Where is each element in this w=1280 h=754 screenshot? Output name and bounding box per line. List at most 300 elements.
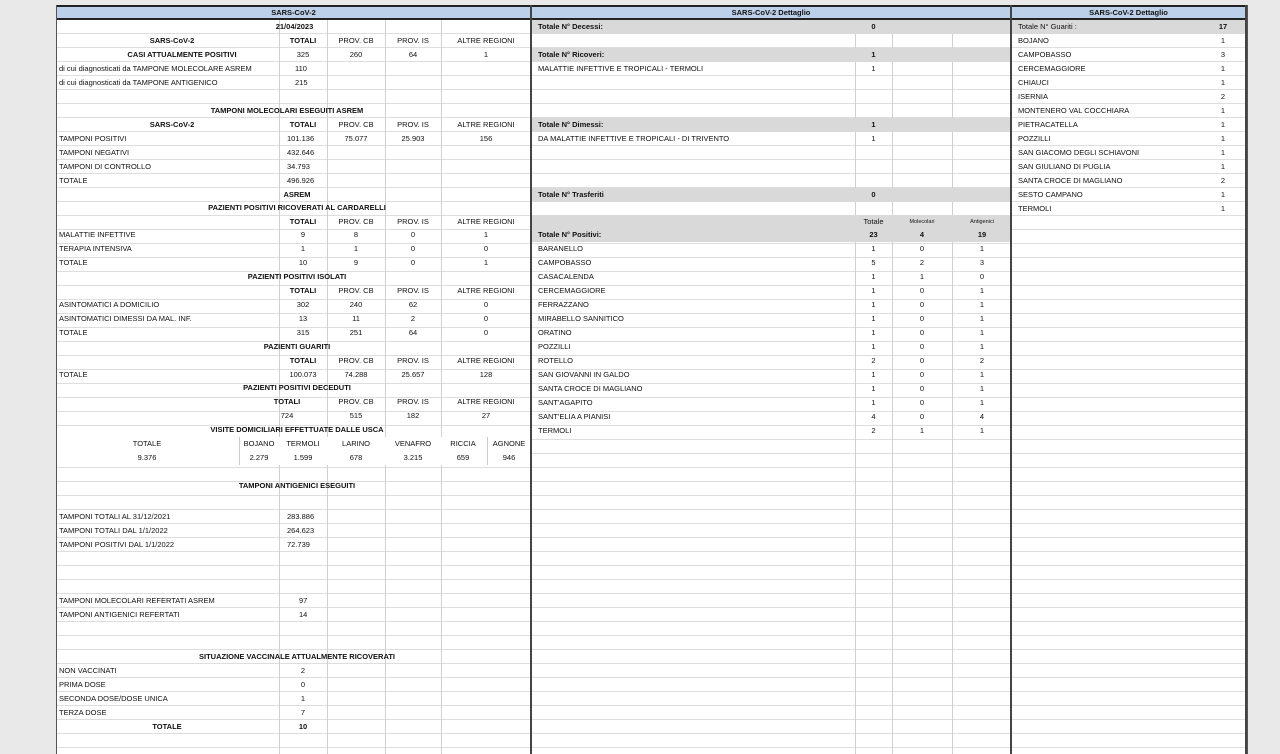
row-label: PIETRACATELLA — [1018, 120, 1078, 129]
table-row — [532, 242, 1010, 256]
table-row — [57, 76, 530, 90]
cell-value: 0 — [919, 244, 925, 253]
table-row — [532, 354, 1010, 368]
cell-value: 0 — [919, 412, 925, 421]
cell-value: 1 — [1220, 106, 1226, 115]
cell-value: 215 — [295, 78, 308, 87]
row-label: TOTALE — [59, 370, 88, 379]
cell-value: 0 — [410, 244, 416, 253]
cell-value: 1 — [871, 272, 876, 281]
row-label: TERZA DOSE — [59, 708, 107, 717]
cell-value: 2.279 — [249, 453, 269, 462]
row-label: SANT'ELIA A PIANISI — [538, 412, 611, 421]
cell-value: 5 — [871, 258, 876, 267]
cell-value: 4 — [919, 230, 925, 239]
row-label: MIRABELLO SANNITICO — [538, 314, 624, 323]
section-title: CASI ATTUALMENTE POSITIVI — [127, 50, 237, 59]
section-row — [57, 423, 530, 437]
table-row — [57, 664, 530, 678]
table-row — [57, 692, 530, 706]
cell-value: 1 — [1220, 120, 1226, 129]
trasferiti-row — [532, 188, 1010, 202]
cell-value: 2 — [919, 258, 925, 267]
cell-value: 0 — [300, 680, 306, 689]
row-label: MALATTIE INFETTIVE — [59, 230, 136, 239]
col-header: TERMOLI — [286, 439, 320, 448]
row-label: Totale N° Trasferiti — [538, 190, 604, 199]
cell-value: 1 — [979, 328, 985, 337]
table-row — [532, 382, 1010, 396]
col-header: TOTALI — [289, 217, 317, 226]
cell-value: 8 — [353, 230, 359, 239]
cell-value: 72.739 — [287, 540, 310, 549]
row-label: BARANELLO — [538, 244, 584, 253]
cell-value: 25.657 — [401, 370, 425, 379]
cell-value: 0 — [483, 300, 489, 309]
row-label: Totale N° Ricoveri: — [538, 50, 605, 59]
table-row — [57, 524, 530, 538]
cell-value: 9 — [300, 230, 306, 239]
row-label: TOTALE — [59, 176, 88, 185]
cell-value: 128 — [479, 370, 493, 379]
cell-value: 14 — [299, 610, 308, 619]
col-header: LARINO — [342, 439, 370, 448]
cell-value: 75.077 — [344, 134, 368, 143]
table-row — [57, 368, 530, 382]
cell-value: 325 — [296, 50, 310, 59]
cell-value: 0 — [410, 230, 416, 239]
col-header: RICCIA — [450, 439, 476, 448]
col-header: PROV. CB — [338, 120, 374, 129]
col-header: PROV. CB — [338, 356, 374, 365]
cell-value: 1 — [1220, 78, 1226, 87]
list-item — [1012, 174, 1245, 188]
section-title: ASREM — [283, 190, 311, 199]
cell-value: 0 — [979, 272, 985, 281]
section-title: PAZIENTI POSITIVI ISOLATI — [247, 272, 347, 281]
date-row — [57, 20, 530, 34]
row-label: PRIMA DOSE — [59, 680, 106, 689]
row-label: SANTA CROCE DI MAGLIANO — [538, 384, 643, 393]
row-label: TAMPONI TOTALI AL 31/12/2021 — [59, 512, 171, 521]
total-label: TOTALE — [152, 722, 182, 731]
section-row — [57, 104, 530, 118]
table-row — [57, 326, 530, 340]
col-header: BOJANO — [243, 439, 275, 448]
cell-value: 1 — [979, 314, 985, 323]
row-label: DA MALATTIE INFETTIVE E TROPICALI - DI TRIVENTO — [538, 134, 730, 143]
cell-value: 0 — [483, 314, 489, 323]
cell-value: 1 — [871, 370, 876, 379]
col-header: VENAFRO — [394, 439, 432, 448]
spreadsheet — [56, 5, 1248, 754]
table-row — [532, 284, 1010, 298]
cell-value: 1 — [871, 120, 876, 129]
cell-value: 110 — [295, 64, 307, 73]
row-label: di cui diagnosticati da TAMPONE ANTIGENICO — [59, 78, 218, 87]
cell-value: 251 — [349, 328, 363, 337]
row-label: TAMPONI NEGATIVI — [59, 148, 130, 157]
col-header: ALTRE REGIONI — [457, 397, 515, 406]
panel1-header: SARS-CoV-2 — [57, 5, 530, 20]
col-header: TOTALI — [289, 286, 317, 295]
col-header: PROV. IS — [397, 286, 429, 295]
list-item — [1012, 48, 1245, 62]
cell-value: 2 — [410, 314, 416, 323]
cell-value: 17 — [1218, 22, 1228, 31]
col-header: PROV. CB — [338, 397, 374, 406]
row-label: Totale N° Guariti : — [1018, 22, 1077, 31]
col-header: PROV. CB — [338, 36, 374, 45]
row-label: Totale N° Decessi: — [538, 22, 603, 31]
cell-value: 1 — [300, 694, 306, 703]
list-item — [1012, 118, 1245, 132]
col-header: Molecolari — [909, 219, 935, 225]
list-item — [1012, 76, 1245, 90]
row-label: CASACALENDA — [538, 272, 594, 281]
table-row — [57, 594, 530, 608]
cell-value: 62 — [408, 300, 418, 309]
cell-value: 0 — [919, 300, 925, 309]
list-item — [1012, 34, 1245, 48]
table-row — [57, 538, 530, 552]
usca-header-row — [57, 437, 530, 451]
cell-value: 496.926 — [287, 176, 315, 185]
cell-value: 515 — [349, 411, 363, 420]
cell-value: 1 — [1220, 190, 1226, 199]
cell-value: 4 — [871, 412, 876, 421]
col-header: ALTRE REGIONI — [457, 36, 515, 45]
section-row — [57, 188, 530, 202]
col-header: PROV. IS — [397, 356, 429, 365]
col-header: PROV. IS — [397, 397, 429, 406]
cell-value: 1 — [1220, 148, 1226, 157]
header-row — [57, 354, 530, 368]
report-date: 21/04/2023 — [275, 22, 314, 31]
cell-value: 1 — [483, 230, 489, 239]
cell-value: 1 — [871, 244, 876, 253]
cell-value: 1.599 — [293, 453, 313, 462]
cell-value: 260 — [349, 50, 363, 59]
col-header: TOTALI — [289, 356, 317, 365]
list-item — [1012, 160, 1245, 174]
row-label: ASINTOMATICI A DOMICILIO — [59, 300, 160, 309]
cell-value: 9 — [353, 258, 359, 267]
row-label: TOTALE — [59, 258, 88, 267]
cell-value: 1 — [979, 286, 985, 295]
cell-value: 13 — [298, 314, 308, 323]
col-header: ALTRE REGIONI — [457, 286, 515, 295]
cell-value: 3 — [1220, 50, 1226, 59]
section-title: VISITE DOMICILIARI EFFETTUATE DALLE USCA — [210, 425, 384, 434]
row-label: TAMPONI DI CONTROLLO — [59, 162, 151, 171]
cell-value: 0 — [919, 286, 925, 295]
cell-value: 0 — [919, 342, 925, 351]
cell-value: 1 — [979, 370, 985, 379]
row-label: ASINTOMATICI DIMESSI DA MAL. INF. — [59, 314, 192, 323]
col-header: TOTALI — [289, 36, 317, 45]
row-label: ISERNIA — [1018, 92, 1049, 101]
cell-value: 240 — [349, 300, 363, 309]
col-header: PROV. CB — [338, 217, 374, 226]
cell-value: 2 — [979, 356, 985, 365]
decessi-row — [532, 20, 1010, 34]
cell-value: 3.215 — [403, 453, 423, 462]
grid-line — [487, 437, 488, 465]
header-row — [57, 284, 530, 298]
row-label: SAN GIOVANNI IN GALDO — [538, 370, 630, 379]
cell-value: 0 — [410, 258, 416, 267]
row-label: POZZILLI — [1018, 134, 1051, 143]
col-header: ALTRE REGIONI — [457, 120, 515, 129]
total-value: 10 — [298, 722, 308, 731]
row-label: CAMPOBASSO — [538, 258, 592, 267]
cell-value: 2 — [871, 356, 876, 365]
cell-value: 1 — [979, 300, 985, 309]
table-row — [532, 270, 1010, 284]
cell-value: 101.136 — [287, 134, 315, 143]
table-row — [57, 608, 530, 622]
cell-value: 315 — [296, 328, 310, 337]
col-header: TOTALE — [132, 439, 162, 448]
casi-positivi-row — [57, 48, 530, 62]
list-item — [1012, 62, 1245, 76]
row-label: TERMOLI — [538, 426, 572, 435]
cell-value: 2 — [300, 666, 306, 675]
cell-value: 34.793 — [287, 162, 310, 171]
row-label: MALATTIE INFETTIVE E TROPICALI - TERMOLI — [538, 64, 704, 73]
cell-value: 1 — [483, 50, 489, 59]
cell-value: 1 — [353, 244, 359, 253]
panel-dettaglio — [532, 5, 1012, 754]
cell-value: 1 — [871, 286, 876, 295]
row-label: SAN GIULIANO DI PUGLIA — [1018, 162, 1111, 171]
cell-value: 264.623 — [287, 526, 315, 535]
cell-value: 1 — [979, 244, 985, 253]
table-row — [57, 242, 530, 256]
cell-value: 0 — [919, 370, 925, 379]
cell-value: 1 — [871, 50, 876, 59]
section-title: PAZIENTI GUARITI — [263, 342, 331, 351]
table-row — [57, 132, 530, 146]
row-label: TAMPONI POSITIVI — [59, 134, 127, 143]
cell-value: 97 — [299, 596, 308, 605]
cell-value: 1 — [871, 398, 876, 407]
row-label: TERMOLI — [1018, 204, 1052, 213]
cell-value: 100.073 — [289, 370, 317, 379]
cell-value: 0 — [919, 398, 925, 407]
list-item — [1012, 146, 1245, 160]
section-title: SITUAZIONE VACCINALE ATTUALMENTE RICOVERATI — [199, 652, 395, 661]
table-row — [57, 706, 530, 720]
dimessi-row — [532, 118, 1010, 132]
guariti-total-row — [1012, 20, 1245, 34]
cell-value: 1 — [979, 384, 985, 393]
cell-value: 1 — [1220, 162, 1226, 171]
table-row — [532, 326, 1010, 340]
header-row — [57, 395, 530, 409]
cell-value: 64 — [408, 50, 418, 59]
row-label: ORATINO — [538, 328, 572, 337]
col-header: PROV. IS — [397, 36, 429, 45]
row-label: TOTALE — [59, 328, 88, 337]
table-row — [532, 312, 1010, 326]
col-header: Antigenici — [970, 219, 994, 225]
cell-value: 432.646 — [287, 148, 315, 157]
table-row — [57, 62, 530, 76]
table-row — [57, 298, 530, 312]
cell-value: 1 — [300, 244, 306, 253]
cell-value: 302 — [296, 300, 310, 309]
section-row — [57, 340, 530, 354]
list-item — [1012, 188, 1245, 202]
list-item — [1012, 202, 1245, 216]
row-label: TAMPONI ANTIGENICI REFERTATI — [59, 610, 180, 619]
ricoveri-row — [532, 48, 1010, 62]
row-label: SECONDA DOSE/DOSE UNICA — [59, 694, 168, 703]
section-title: PAZIENTI POSITIVI DECEDUTI — [243, 383, 351, 392]
row-label: CHIAUCI — [1018, 78, 1049, 87]
cell-value: 0 — [919, 328, 925, 337]
cell-value: 2 — [1220, 92, 1226, 101]
cell-value: 1 — [871, 384, 876, 393]
cell-value: 0 — [919, 356, 925, 365]
row-label: TAMPONI POSITIVI DAL 1/1/2022 — [59, 540, 175, 549]
col-header: TOTALI — [289, 120, 317, 129]
cell-value: 1 — [1220, 204, 1226, 213]
cell-value: 1 — [979, 398, 985, 407]
cell-value: 659 — [456, 453, 470, 462]
cell-value: 283.886 — [287, 512, 315, 521]
section-row — [57, 201, 530, 215]
panel-guariti-dettaglio — [1012, 5, 1247, 754]
col-label: SARS-CoV-2 — [149, 120, 195, 129]
table-row — [57, 409, 530, 423]
col-header: AGNONE — [492, 439, 526, 448]
cell-value: 156 — [479, 134, 493, 143]
panel-sars-cov-2 — [57, 5, 532, 754]
row-label: di cui diagnosticati da TAMPONE MOLECOLARE ASREM — [59, 64, 252, 73]
cell-value: 724 — [280, 411, 294, 420]
casi-header-row — [57, 34, 530, 48]
table-row — [57, 678, 530, 692]
list-item — [1012, 104, 1245, 118]
table-row — [532, 410, 1010, 424]
cell-value: 1 — [1220, 134, 1226, 143]
table-row — [532, 132, 1010, 146]
cell-value: 74.288 — [344, 370, 368, 379]
cell-value: 1 — [1220, 36, 1226, 45]
cell-value: 9.376 — [137, 453, 157, 462]
table-row — [532, 368, 1010, 382]
row-label: CAMPOBASSO — [1018, 50, 1072, 59]
section-title: TAMPONI MOLECOLARI ESEGUITI ASREM — [210, 106, 364, 115]
cell-value: 23 — [869, 230, 878, 239]
section-title: PAZIENTI POSITIVI RICOVERATI AL CARDARELLI — [208, 203, 386, 212]
col-header: ALTRE REGIONI — [457, 356, 515, 365]
cell-value: 0 — [483, 244, 489, 253]
row-label: ROTELLO — [538, 356, 574, 365]
col-header: PROV. IS — [397, 217, 429, 226]
cell-value: 0 — [919, 314, 925, 323]
cell-value: 1 — [871, 314, 876, 323]
list-item — [1012, 132, 1245, 146]
cell-value: 27 — [481, 411, 491, 420]
cell-value: 0 — [919, 384, 925, 393]
row-label: Totale N° Positivi: — [538, 230, 602, 239]
col-header: PROV. CB — [338, 286, 374, 295]
cell-value: 1 — [979, 342, 985, 351]
col-label: SARS-CoV-2 — [149, 36, 195, 45]
header-row — [57, 215, 530, 229]
table-row — [57, 228, 530, 242]
table-row — [532, 340, 1010, 354]
cell-value: 1 — [1220, 64, 1226, 73]
cell-value: 1 — [871, 64, 876, 73]
cell-value: 19 — [977, 230, 987, 239]
section-row — [57, 270, 530, 284]
cell-value: 1 — [919, 272, 925, 281]
cell-value: 11 — [352, 314, 360, 323]
total-row — [57, 720, 530, 734]
row-label: TAMPONI TOTALI DAL 1/1/2022 — [59, 526, 168, 535]
cell-value: 0 — [483, 328, 489, 337]
cell-value: 0 — [871, 190, 876, 199]
row-label: FERRAZZANO — [538, 300, 589, 309]
row-label: SANTA CROCE DI MAGLIANO — [1018, 176, 1123, 185]
table-row — [57, 256, 530, 270]
row-label: CERCEMAGGIORE — [538, 286, 606, 295]
positivi-total-row — [532, 228, 1010, 242]
section-row — [57, 650, 530, 664]
cell-value: 678 — [349, 453, 363, 462]
row-label: MONTENERO VAL COCCHIARA — [1018, 106, 1130, 115]
row-label: TAMPONI MOLECOLARI REFERTATI ASREM — [59, 596, 215, 605]
cell-value: 64 — [408, 328, 418, 337]
row-label: SAN GIACOMO DEGLI SCHIAVONI — [1018, 148, 1140, 157]
panel2-header: SARS-CoV-2 Dettaglio — [532, 5, 1010, 20]
cell-value: 1 — [871, 134, 876, 143]
cell-value: 4 — [979, 412, 985, 421]
row-label: SESTO CAMPANO — [1018, 190, 1083, 199]
cell-value: 1 — [483, 258, 489, 267]
row-label: SANT'AGAPITO — [538, 398, 593, 407]
cell-value: 7 — [300, 708, 306, 717]
usca-values-row — [57, 451, 530, 465]
cell-value: 3 — [979, 258, 985, 267]
cell-value: 0 — [871, 22, 876, 31]
table-row — [57, 160, 530, 174]
cell-value: 2 — [1220, 176, 1226, 185]
table-row — [57, 174, 530, 188]
col-header: Totale — [863, 217, 884, 226]
table-row — [532, 298, 1010, 312]
table-row — [532, 424, 1010, 438]
table-row — [57, 510, 530, 524]
cell-value: 2 — [871, 426, 876, 435]
col-header: ALTRE REGIONI — [457, 217, 515, 226]
cell-value: 1 — [871, 342, 876, 351]
cell-value: 1 — [871, 300, 876, 309]
cell-value: 182 — [406, 411, 420, 420]
cell-value: 1 — [919, 426, 925, 435]
col-header: PROV. IS — [397, 120, 429, 129]
positivi-header-row — [532, 215, 1010, 229]
panel3-header: SARS-CoV-2 Dettaglio — [1012, 5, 1245, 20]
table-row — [57, 312, 530, 326]
cell-value: 1 — [871, 328, 876, 337]
section-row — [57, 381, 530, 395]
